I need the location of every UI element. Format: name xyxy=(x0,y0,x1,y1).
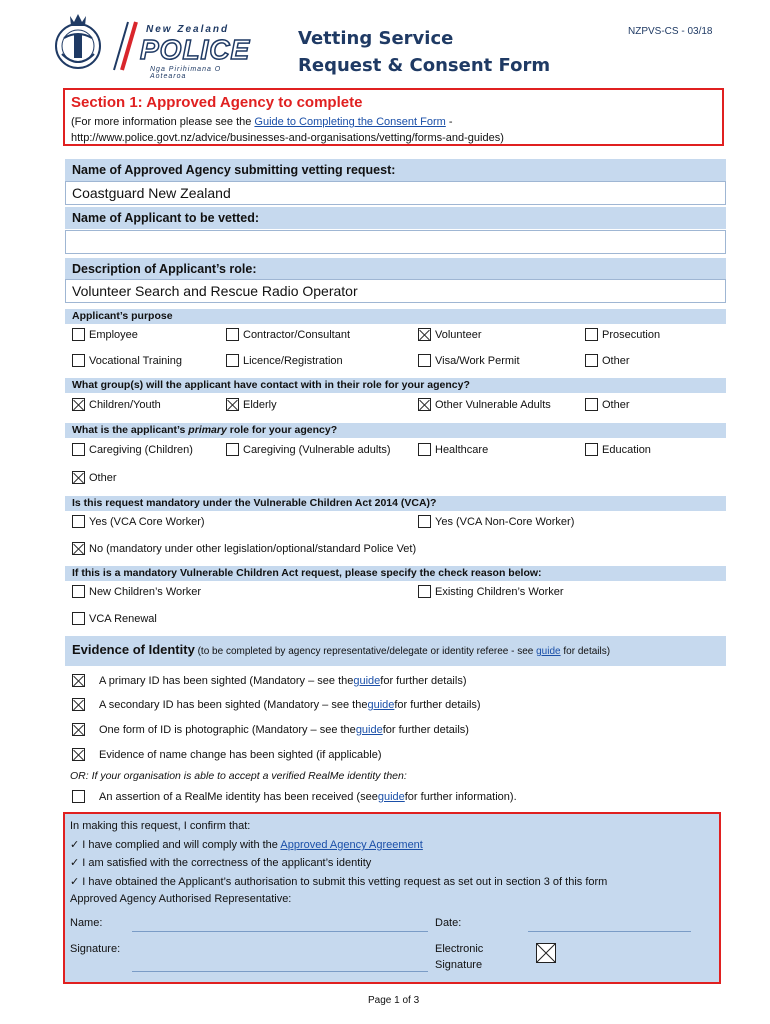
agency-agreement-link[interactable]: Approved Agency Agreement xyxy=(280,839,423,851)
form-code: NZPVS-CS - 03/18 xyxy=(628,26,713,37)
primary-role-option[interactable]: Other xyxy=(72,471,117,484)
vca-reason-option[interactable]: New Children’s Worker xyxy=(72,585,201,598)
checkbox[interactable] xyxy=(72,612,85,625)
signature-label: Signature: xyxy=(70,943,121,955)
guide-link[interactable]: guide xyxy=(353,674,381,687)
group-option[interactable]: Other Vulnerable Adults xyxy=(418,398,551,411)
confirm-line-3: ✓ I have obtained the Applicant’s authorisation to submit this vetting request as set out in section 3 of this form xyxy=(70,876,608,888)
tick-icon: ✓ xyxy=(70,876,80,888)
checkbox[interactable] xyxy=(418,354,431,367)
evidence-item[interactable]: A secondary ID has been sighted (Mandatory – see the guide for further details) xyxy=(72,698,481,711)
checkbox[interactable] xyxy=(72,354,85,367)
evidence-item[interactable]: One form of ID is photographic (Mandatory – see the guide for further details) xyxy=(72,723,469,736)
evidence-item[interactable]: Evidence of name change has been sighted (if applicable) xyxy=(72,748,382,761)
form-title-line1: Vetting Service xyxy=(298,28,454,49)
purpose-label: Applicant’s purpose xyxy=(65,309,726,324)
realme-item[interactable]: An assertion of a RealMe identity has been received (see guide for further information). xyxy=(72,790,517,803)
section1-box xyxy=(63,88,724,146)
purpose-option[interactable]: Employee xyxy=(72,328,138,341)
checkbox[interactable] xyxy=(72,723,85,736)
checkbox[interactable] xyxy=(226,443,239,456)
checkbox[interactable] xyxy=(585,328,598,341)
purpose-option[interactable]: Volunteer xyxy=(418,328,481,341)
signature-input-line[interactable] xyxy=(132,971,428,972)
checkbox[interactable] xyxy=(72,328,85,341)
primary-role-label: What is the applicant’s primary role for your agency? xyxy=(65,423,726,438)
vca-option[interactable]: Yes (VCA Non-Core Worker) xyxy=(418,515,574,528)
esig-label-1: Electronic xyxy=(435,943,484,955)
evidence-heading: Evidence of Identity (to be completed by agency representative/delegate or identity referee - see guide for details) xyxy=(65,636,726,666)
guide-link[interactable]: guide xyxy=(367,698,395,711)
purpose-option[interactable]: Licence/Registration xyxy=(226,354,343,367)
checkbox[interactable] xyxy=(72,398,85,411)
applicant-label: Name of Applicant to be vetted: xyxy=(65,207,726,229)
logo-main-text: POLICE xyxy=(140,34,251,65)
guide-link[interactable]: guide xyxy=(355,723,383,736)
purpose-option[interactable]: Contractor/Consultant xyxy=(226,328,350,341)
group-option[interactable]: Children/Youth xyxy=(72,398,161,411)
section1-url: http://www.police.govt.nz/advice/businesses-and-organisations/vetting/forms-and-guides) xyxy=(71,132,504,144)
checkbox[interactable] xyxy=(418,443,431,456)
checkbox[interactable] xyxy=(418,398,431,411)
realme-or-text: OR: If your organisation is able to accept a verified RealMe identity then: xyxy=(70,770,407,782)
checkbox[interactable] xyxy=(72,748,85,761)
checkbox[interactable] xyxy=(226,398,239,411)
primary-role-option[interactable]: Caregiving (Vulnerable adults) xyxy=(226,443,391,456)
vca-reason-option[interactable]: Existing Children’s Worker xyxy=(418,585,564,598)
checkbox[interactable] xyxy=(72,471,85,484)
section1-info: (For more information please see the Guide to Completing the Consent Form - xyxy=(71,116,453,128)
confirm-line-2: ✓ I am satisfied with the correctness of the applicant’s identity xyxy=(70,857,372,869)
tick-icon: ✓ xyxy=(70,857,80,869)
logo-top-text: New Zealand xyxy=(146,24,230,35)
checkbox[interactable] xyxy=(585,354,598,367)
vca-reason-option[interactable]: VCA Renewal xyxy=(72,612,157,625)
checkbox[interactable] xyxy=(226,328,239,341)
esig-label-2: Signature xyxy=(435,959,483,971)
checkbox[interactable] xyxy=(72,674,85,687)
checkbox[interactable] xyxy=(418,515,431,528)
electronic-signature-checkbox[interactable] xyxy=(536,943,556,966)
guide-link[interactable]: guide xyxy=(377,790,405,803)
role-desc-field[interactable]: Volunteer Search and Rescue Radio Operator xyxy=(65,279,726,303)
vca-option[interactable]: Yes (VCA Core Worker) xyxy=(72,515,205,528)
purpose-option[interactable]: Prosecution xyxy=(585,328,660,341)
guide-link[interactable]: Guide to Completing the Consent Form xyxy=(254,116,446,128)
logo-sub-text: Nga Pirihimana O Aotearoa xyxy=(150,66,222,80)
role-desc-label: Description of Applicant’s role: xyxy=(65,258,726,280)
confirm-intro: In making this request, I confirm that: xyxy=(70,820,251,832)
checkbox[interactable] xyxy=(72,443,85,456)
guide-link[interactable]: guide xyxy=(536,646,561,657)
vca-option[interactable]: No (mandatory under other legislation/optional/standard Police Vet) xyxy=(72,542,416,555)
agency-name-field[interactable]: Coastguard New Zealand xyxy=(65,181,726,205)
police-logo xyxy=(48,8,258,78)
applicant-name-field[interactable] xyxy=(65,230,726,254)
checkbox[interactable] xyxy=(72,585,85,598)
checkbox[interactable] xyxy=(585,398,598,411)
vca-reason-label: If this is a mandatory Vulnerable Children Act request, please specify the check reason below: xyxy=(65,566,726,581)
primary-role-option[interactable]: Caregiving (Children) xyxy=(72,443,193,456)
checkbox[interactable] xyxy=(418,585,431,598)
vca-label: Is this request mandatory under the Vulnerable Children Act 2014 (VCA)? xyxy=(65,496,726,511)
rep-label: Approved Agency Authorised Representative: xyxy=(70,893,292,905)
date-input-line[interactable] xyxy=(528,931,691,932)
checkbox[interactable] xyxy=(72,515,85,528)
primary-role-option[interactable]: Healthcare xyxy=(418,443,488,456)
purpose-option[interactable]: Vocational Training xyxy=(72,354,182,367)
checkbox[interactable] xyxy=(418,328,431,341)
checkbox[interactable] xyxy=(226,354,239,367)
name-label: Name: xyxy=(70,917,103,929)
purpose-option[interactable]: Other xyxy=(585,354,630,367)
agency-label: Name of Approved Agency submitting vetting request: xyxy=(65,159,726,181)
group-option[interactable]: Elderly xyxy=(226,398,277,411)
form-title-line2: Request & Consent Form xyxy=(298,55,551,76)
checkbox[interactable] xyxy=(72,542,85,555)
tick-icon: ✓ xyxy=(70,839,80,851)
date-label: Date: xyxy=(435,917,462,929)
evidence-item[interactable]: A primary ID has been sighted (Mandatory – see the guide for further details) xyxy=(72,674,466,687)
name-input-line[interactable] xyxy=(132,931,428,932)
group-option[interactable]: Other xyxy=(585,398,630,411)
confirm-line-1: ✓ I have complied and will comply with the Approved Agency Agreement xyxy=(70,839,423,851)
section1-heading: Section 1: Approved Agency to complete xyxy=(71,94,363,111)
checkbox[interactable] xyxy=(72,790,85,803)
primary-role-option[interactable]: Education xyxy=(585,443,651,456)
checkbox[interactable] xyxy=(585,443,598,456)
groups-label: What group(s) will the applicant have contact with in their role for your agency? xyxy=(65,378,726,393)
checkbox[interactable] xyxy=(72,698,85,711)
purpose-option[interactable]: Visa/Work Permit xyxy=(418,354,520,367)
page-number: Page 1 of 3 xyxy=(368,995,420,1006)
